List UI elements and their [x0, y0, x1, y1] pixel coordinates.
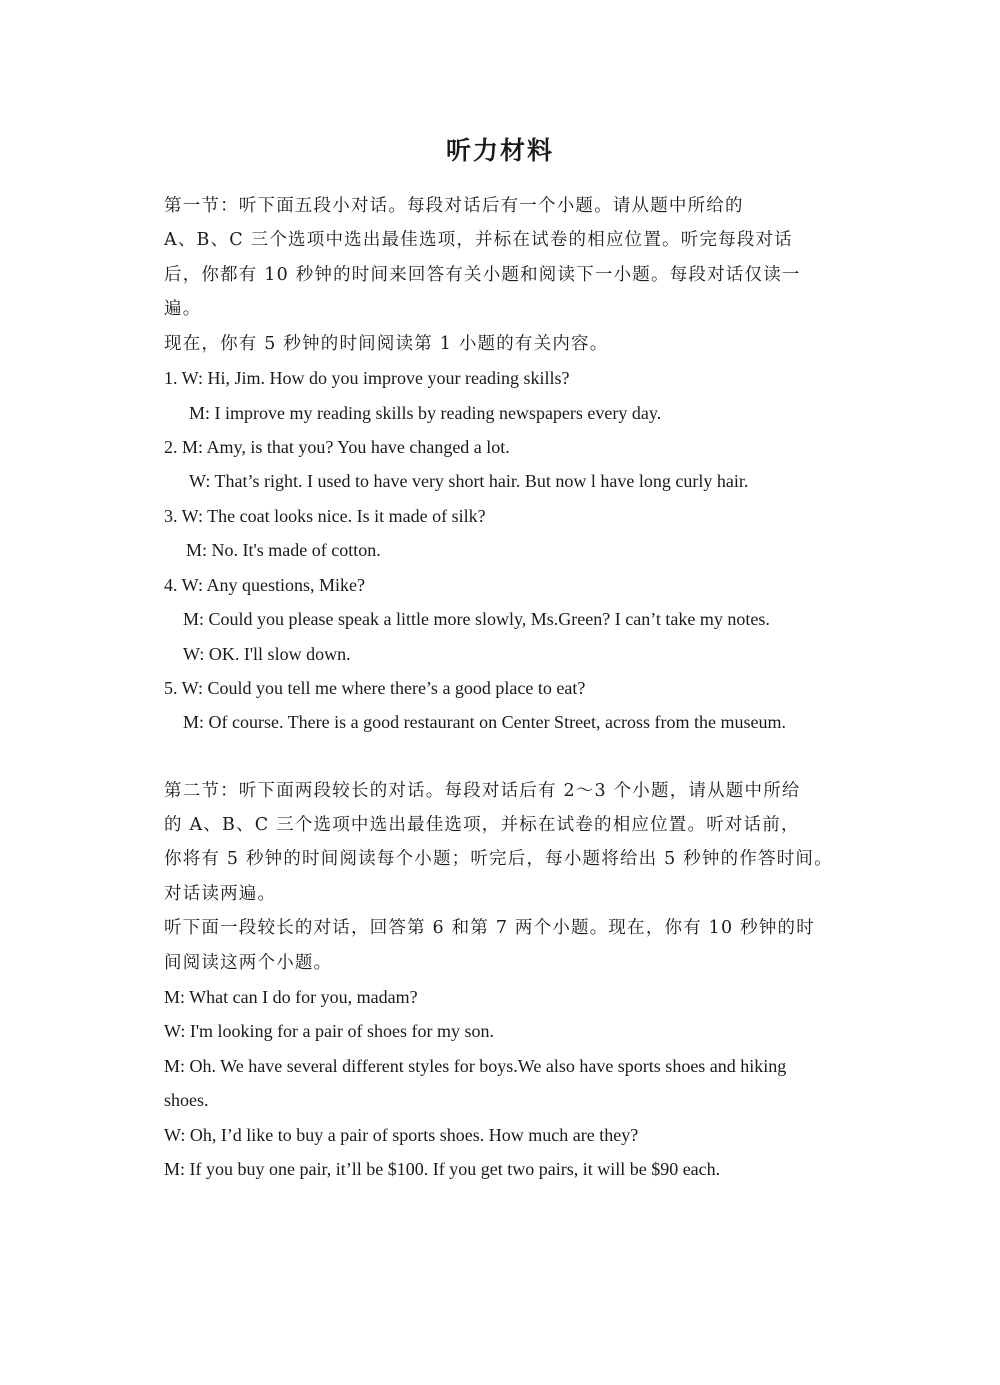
dialogue-line: W: Oh, I’d like to buy a pair of sports shoes. How much are they?	[164, 1125, 639, 1145]
page-title: 听力材料	[445, 136, 554, 165]
dialogue-line: W: That’s right. I used to have very short hair. But now l have long curly hair.	[189, 471, 749, 491]
section2-instruction-line: 对话读两遍。	[164, 884, 277, 904]
section1-instruction-line: 后，你都有 10 秒钟的时间来回答有关小题和阅读下一小题。每段对话仅读一	[164, 265, 801, 285]
dialogue-line: W: OK. I'll slow down.	[183, 644, 351, 664]
dialogue-line: 1. W: Hi, Jim. How do you improve your reading skills?	[164, 368, 570, 388]
dialogue-line: W: I'm looking for a pair of shoes for my son.	[164, 1021, 495, 1041]
dialogue-line: M: No. It's made of cotton.	[186, 540, 381, 560]
section2-prompt-line: 间阅读这两个小题。	[164, 953, 333, 973]
dialogue-line: M: Oh. We have several different styles for boys.We also have sports shoes and hiking	[164, 1056, 787, 1076]
section2-instruction-line: 的 A、B、C 三个选项中选出最佳选项，并标在试卷的相应位置。听对话前，	[164, 815, 800, 835]
section2-instruction-line: 第二节：听下面两段较长的对话。每段对话后有 2～3 个小题，请从题中所给	[164, 781, 801, 801]
section2-instruction-line: 你将有 5 秒钟的时间阅读每个小题；听完后，每小题将给出 5 秒钟的作答时间。	[164, 849, 833, 869]
dialogue-line: M: I improve my reading skills by reading newspapers every day.	[189, 403, 662, 423]
section1-instruction-line: 第一节：听下面五段小对话。每段对话后有一个小题。请从题中所给的	[164, 196, 744, 216]
dialogue-line: shoes.	[164, 1090, 209, 1110]
dialogue-line: 3. W: The coat looks nice. Is it made of silk?	[164, 506, 486, 526]
dialogue-line: 4. W: Any questions, Mike?	[164, 575, 365, 595]
dialogue-line: M: What can I do for you, madam?	[164, 987, 418, 1007]
dialogue-line: 2. M: Amy, is that you? You have changed a lot.	[164, 437, 510, 457]
section2-prompt-line: 听下面一段较长的对话，回答第 6 和第 7 两个小题。现在，你有 10 秒钟的时	[164, 918, 815, 938]
section1-instruction-line: 遍。	[164, 299, 202, 319]
dialogue-line: M: If you buy one pair, it’ll be $100. If you get two pairs, it will be $90 each.	[164, 1159, 721, 1179]
dialogue-line: M: Of course. There is a good restaurant on Center Street, across from the museum.	[183, 712, 786, 732]
section1-prompt: 现在，你有 5 秒钟的时间阅读第 1 小题的有关内容。	[164, 334, 609, 354]
dialogue-line: M: Could you please speak a little more slowly, Ms.Green? I can’t take my notes.	[183, 609, 770, 629]
dialogue-line: 5. W: Could you tell me where there’s a good place to eat?	[164, 678, 586, 698]
section1-instruction-line: A、B、C 三个选项中选出最佳选项，并标在试卷的相应位置。听完每段对话	[164, 230, 793, 250]
